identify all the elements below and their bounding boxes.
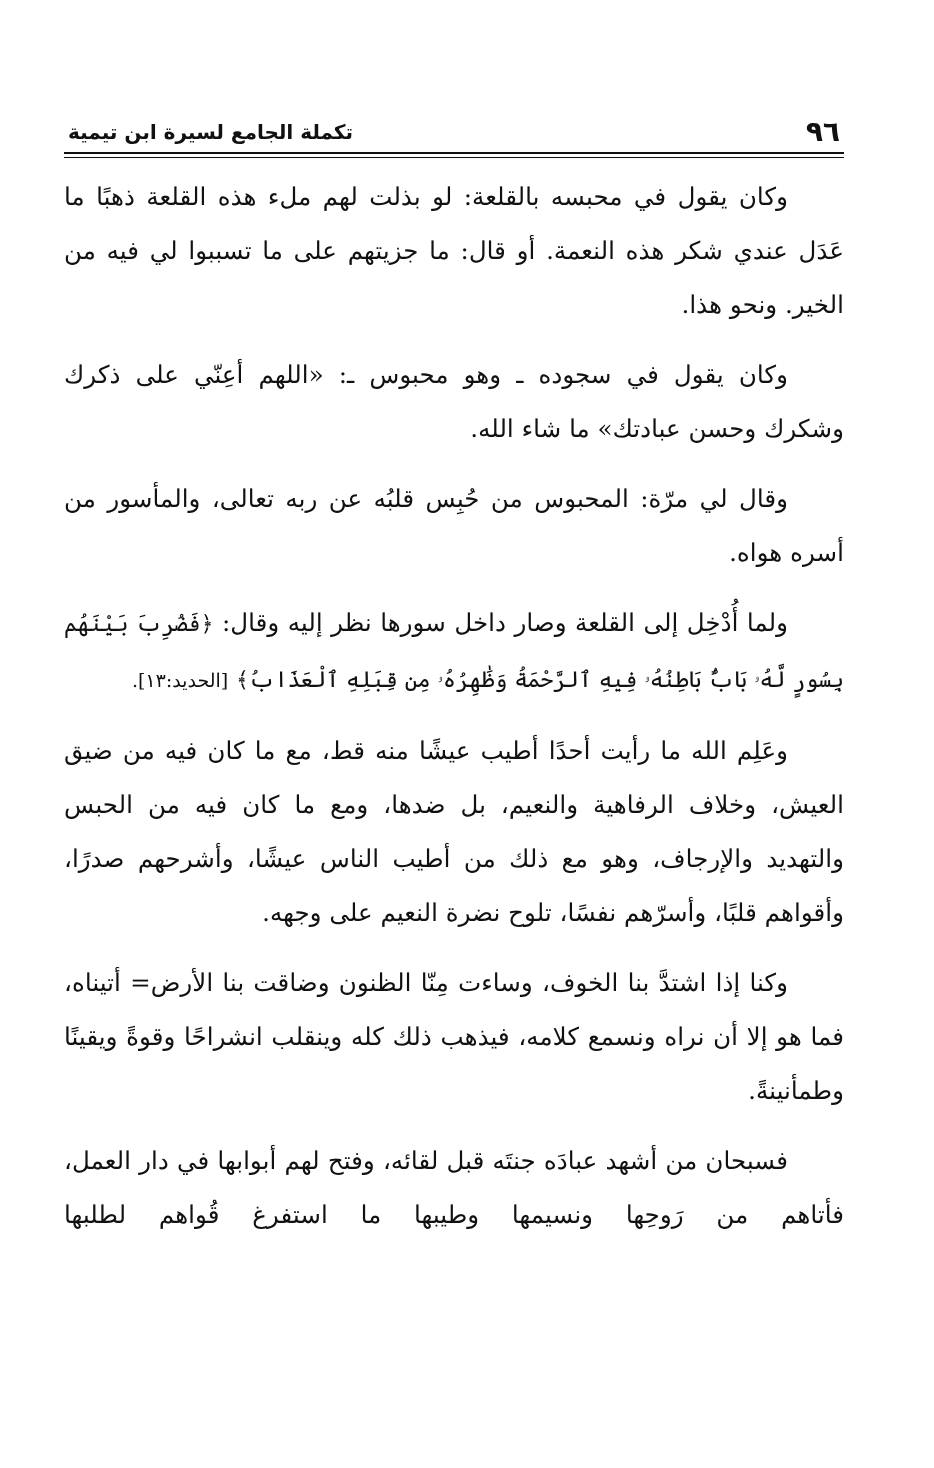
- quran-verse: ﴿فَضُرِبَ بَيْنَهُم بِسُورٍ لَّهُۥ بَابٌۢ بَاطِنُهُۥ فِيهِ ٱلرَّحْمَةُ وَظَٰهِرُهُۥ مِن قِبَلِهِ ٱلْعَذَابُ﴾: [64, 612, 844, 693]
- paragraph: وكان يقول في محبسه بالقلعة: لو بذلت لهم ملء هذه القلعة ذهبًا ما عَدَل عندي شكر هذه النعمة. أو قال: ما جزيتهم على ما تسببوا لي فيه من الخير. ونحو هذا.: [64, 182, 844, 319]
- paragraph: وكنا إذا اشتدَّ بنا الخوف، وساءت مِنّا الظنون وضاقت بنا الأرض= أتيناه، فما هو إلا أن نراه ونسمع كلامه، فيذهب ذلك كله وينقلب انشراحًا وقوةً ويقينًا وطمأنينةً.: [64, 968, 844, 1105]
- paragraph-with-quran-verse: [64, 596, 844, 708]
- header-rule: [64, 152, 844, 158]
- verse-citation: [الحديد:١٣].: [131, 670, 229, 692]
- running-header: [64, 108, 844, 146]
- paragraph: فسبحان من أشهد عبادَه جنتَه قبل لقائه، وفتح لهم أبوابها في دار العمل، فأتاهم من رَوحِها ونسيمها وطيبها ما استفرغ قُواهم لطلبها: [64, 1146, 844, 1229]
- book-title: تكملة الجامع لسيرة ابن تيمية: [68, 120, 354, 144]
- body-text: [64, 170, 844, 1242]
- book-page: [64, 108, 844, 1242]
- paragraph: وكان يقول في سجوده ـ وهو محبوس ـ: «اللهم أعِنّي على ذكرك وشكرك وحسن عبادتك» ما شاء الله.: [64, 360, 844, 443]
- paragraph: وعَلِم الله ما رأيت أحدًا أطيب عيشًا منه قط، مع ما كان فيه من ضيق العيش، وخلاف الرفاهية والنعيم، بل ضدها، ومع ما كان فيه من الحبس والتهديد والإرجاف، وهو مع ذلك من أطيب الناس عيشًا، وأشرحهم صدرًا، وأقواهم قلبًا، وأسرّهم نفسًا، تلوح نضرة النعيم على وجهه.: [64, 736, 844, 927]
- paragraph-text: ولما أُدْخِل إلى القلعة وصار داخل سورها نظر إليه وقال:: [221, 608, 788, 637]
- page-number: ٩٦: [805, 115, 840, 148]
- paragraph: وقال لي مرّة: المحبوس من حُبِس قلبُه عن ربه تعالى، والمأسور من أسره هواه.: [64, 484, 844, 567]
